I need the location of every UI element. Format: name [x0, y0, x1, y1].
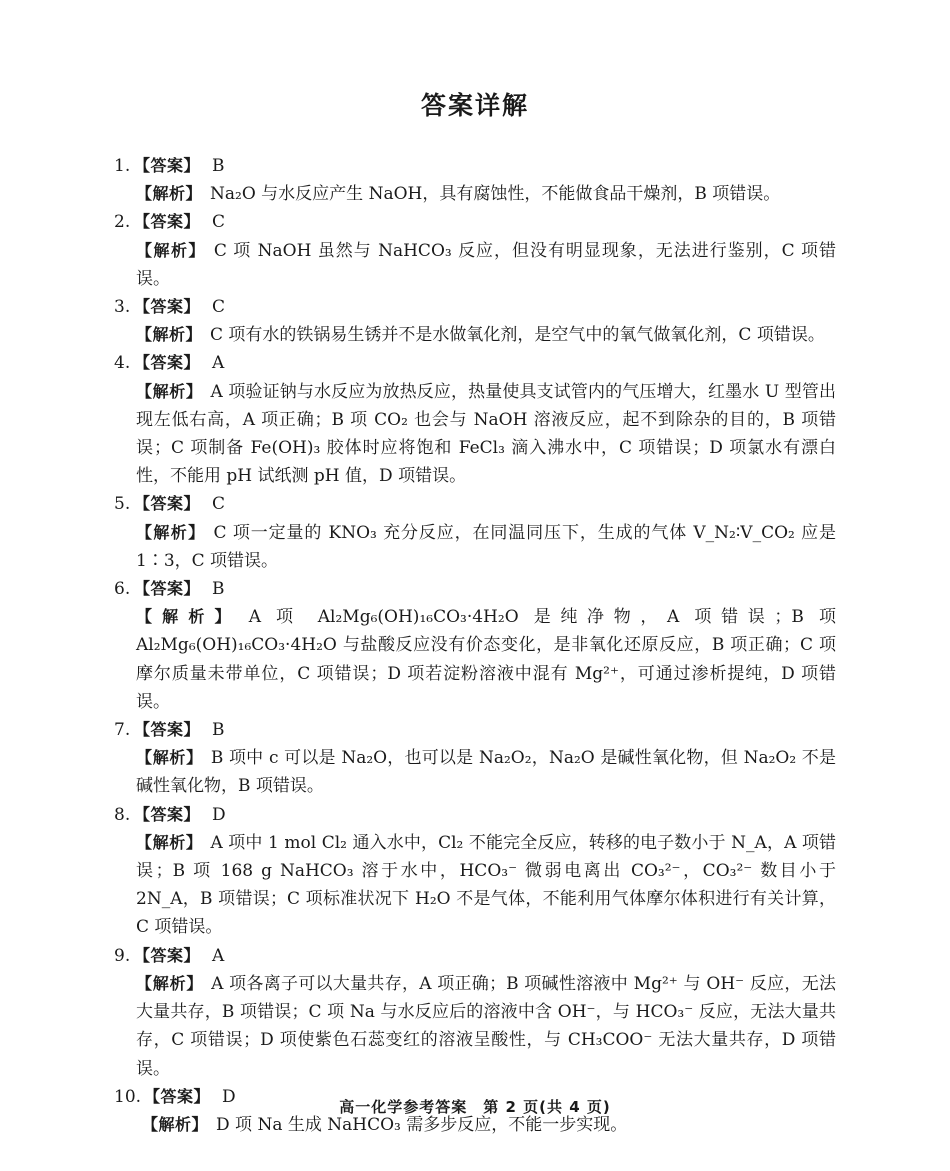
- explain-tag: 【解析】: [136, 973, 204, 993]
- question-7: [114, 716, 836, 801]
- answer-value: B: [212, 720, 225, 741]
- answer-line: [114, 490, 836, 518]
- answer-line: [114, 208, 836, 236]
- explanation: [136, 180, 836, 208]
- explanation-text: A 项中 1 mol Cl₂ 通入水中，Cl₂ 不能完全反应，转移的电子数小于 N_A，A 项错误；B 项 168 g NaHCO₃ 溶于水中，HCO₃⁻ 微弱电离出 CO₃²⁻，CO₃²⁻ 数目小于 2N_A，B 项错误；C 项标准状况下 H₂O 不是气体，不能利用气体摩尔体积进行有关计算，C 项错误。: [136, 832, 836, 938]
- question-number: 8.: [114, 804, 131, 825]
- explanation: [136, 829, 836, 942]
- answer-value: A: [212, 353, 225, 374]
- explanation-text: C 项一定量的 KNO₃ 充分反应，在同温同压下，生成的气体 V_N₂∶V_CO₂ 应是 1∶3，C 项错误。: [136, 522, 836, 571]
- question-2: [114, 208, 836, 293]
- answer-line: [114, 349, 836, 377]
- explanation: [136, 519, 836, 575]
- answer-line: [114, 801, 836, 829]
- explain-tag: 【解析】: [136, 748, 203, 768]
- explanation-text: A 项 Al₂Mg₆(OH)₁₆CO₃·4H₂O 是纯净物，A 项错误；B 项 Al₂Mg₆(OH)₁₆CO₃·4H₂O 与盐酸反应没有价态变化，是非氧化还原反应，B 项正确；C 项摩尔质量未带单位，C 项错误；D 项若淀粉溶液中混有 Mg²⁺，可通过渗析提纯，D 项错误。: [136, 607, 836, 712]
- answer-line: [114, 152, 836, 180]
- explain-tag: 【解析】: [136, 607, 241, 627]
- answer-tag: 【答案】: [134, 297, 201, 317]
- explain-tag: 【解析】: [136, 325, 203, 345]
- question-number: 5.: [114, 494, 131, 515]
- answer-value: D: [212, 804, 226, 825]
- explain-tag: 【解析】: [136, 381, 203, 401]
- question-number: 3.: [114, 297, 131, 318]
- question-9: [114, 942, 836, 1083]
- explanation: [136, 321, 836, 349]
- page-footer: 高一化学参考答案 第 2 页(共 4 页): [339, 1098, 611, 1116]
- answer-tag: 【答案】: [134, 804, 201, 824]
- question-number: 1.: [114, 156, 131, 176]
- explanation-text: D 项 Na 生成 NaHCO₃ 需多步反应，不能一步实现。: [216, 1114, 628, 1135]
- answer-tag: 【答案】: [134, 156, 201, 175]
- answer-value: D: [222, 1086, 236, 1107]
- answer-value: C: [212, 297, 226, 318]
- answer-line: [114, 293, 836, 321]
- question-1: [114, 152, 836, 208]
- question-number: 9.: [114, 945, 131, 966]
- question-number: 10.: [114, 1086, 142, 1107]
- question-number: 7.: [114, 720, 131, 741]
- question-number: 4.: [114, 353, 131, 374]
- explain-tag: 【解析】: [136, 184, 203, 204]
- answer-value: B: [212, 579, 225, 600]
- answer-tag: 【答案】: [134, 720, 201, 740]
- answer-value: C: [212, 494, 226, 515]
- explanation: [136, 744, 836, 800]
- explain-tag: 【解析】: [136, 522, 206, 542]
- answer-line: [114, 575, 836, 603]
- answer-value: C: [212, 212, 226, 233]
- explanation: [136, 603, 836, 716]
- explanation: [136, 378, 836, 491]
- answer-tag: 【答案】: [134, 579, 201, 599]
- answer-tag: 【答案】: [134, 945, 201, 965]
- question-number: 2.: [114, 212, 131, 233]
- question-3: [114, 293, 836, 349]
- explain-tag: 【解析】: [136, 240, 206, 260]
- answer-line: [114, 942, 836, 970]
- question-number: 6.: [114, 579, 131, 600]
- explanation-text: C 项有水的铁锅易生锈并不是水做氧化剂，是空气中的氧气做氧化剂，C 项错误。: [210, 325, 825, 346]
- explanation-text: A 项各离子可以大量共存，A 项正确；B 项碱性溶液中 Mg²⁺ 与 OH⁻ 反应，无法大量共存，B 项错误；C 项 Na 与水反应后的溶液中含 OH⁻，与 HCO₃⁻ 反应，无法大量共存，C 项错误；D 项使紫色石蕊变红的溶液呈酸性，与 CH₃COO⁻ 无法大量共存，D 项错误。: [136, 973, 836, 1079]
- answer-tag: 【答案】: [134, 212, 201, 232]
- answer-tag: 【答案】: [134, 494, 201, 514]
- explanation: [136, 237, 836, 293]
- answer-value: A: [212, 945, 225, 966]
- explanation: [136, 970, 836, 1083]
- explain-tag: 【解析】: [136, 832, 203, 852]
- answer-value: B: [212, 156, 225, 176]
- answer-list: [114, 152, 836, 1139]
- answer-tag: 【答案】: [134, 353, 201, 373]
- explanation-text: C 项 NaOH 虽然与 NaHCO₃ 反应，但没有明显现象，无法进行鉴别，C 项错误。: [136, 240, 836, 289]
- question-5: [114, 490, 836, 575]
- explanation-text: A 项验证钠与水反应为放热反应，热量使具支试管内的气压增大，红墨水 U 型管出现左低右高，A 项正确；B 项 CO₂ 也会与 NaOH 溶液反应，起不到除杂的目的，B 项错误；C 项制备 Fe(OH)₃ 胶体时应将饱和 FeCl₃ 滴入沸水中，C 项错误；D 项氯水有漂白性，不能用 pH 试纸测 pH 值，D 项错误。: [136, 381, 836, 487]
- explanation-text: B 项中 c 可以是 Na₂O，也可以是 Na₂O₂，Na₂O 是碱性氧化物，但 Na₂O₂ 不是碱性氧化物，B 项错误。: [136, 748, 836, 797]
- page-title: 答案详解: [420, 91, 529, 120]
- question-8: [114, 801, 836, 942]
- question-4: [114, 349, 836, 490]
- explain-tag: 【解析】: [142, 1114, 209, 1134]
- answer-line: [114, 716, 836, 744]
- explanation-text: Na₂O 与水反应产生 NaOH，具有腐蚀性，不能做食品干燥剂，B 项错误。: [210, 184, 781, 205]
- question-6: [114, 575, 836, 716]
- answer-tag: 【答案】: [144, 1086, 211, 1106]
